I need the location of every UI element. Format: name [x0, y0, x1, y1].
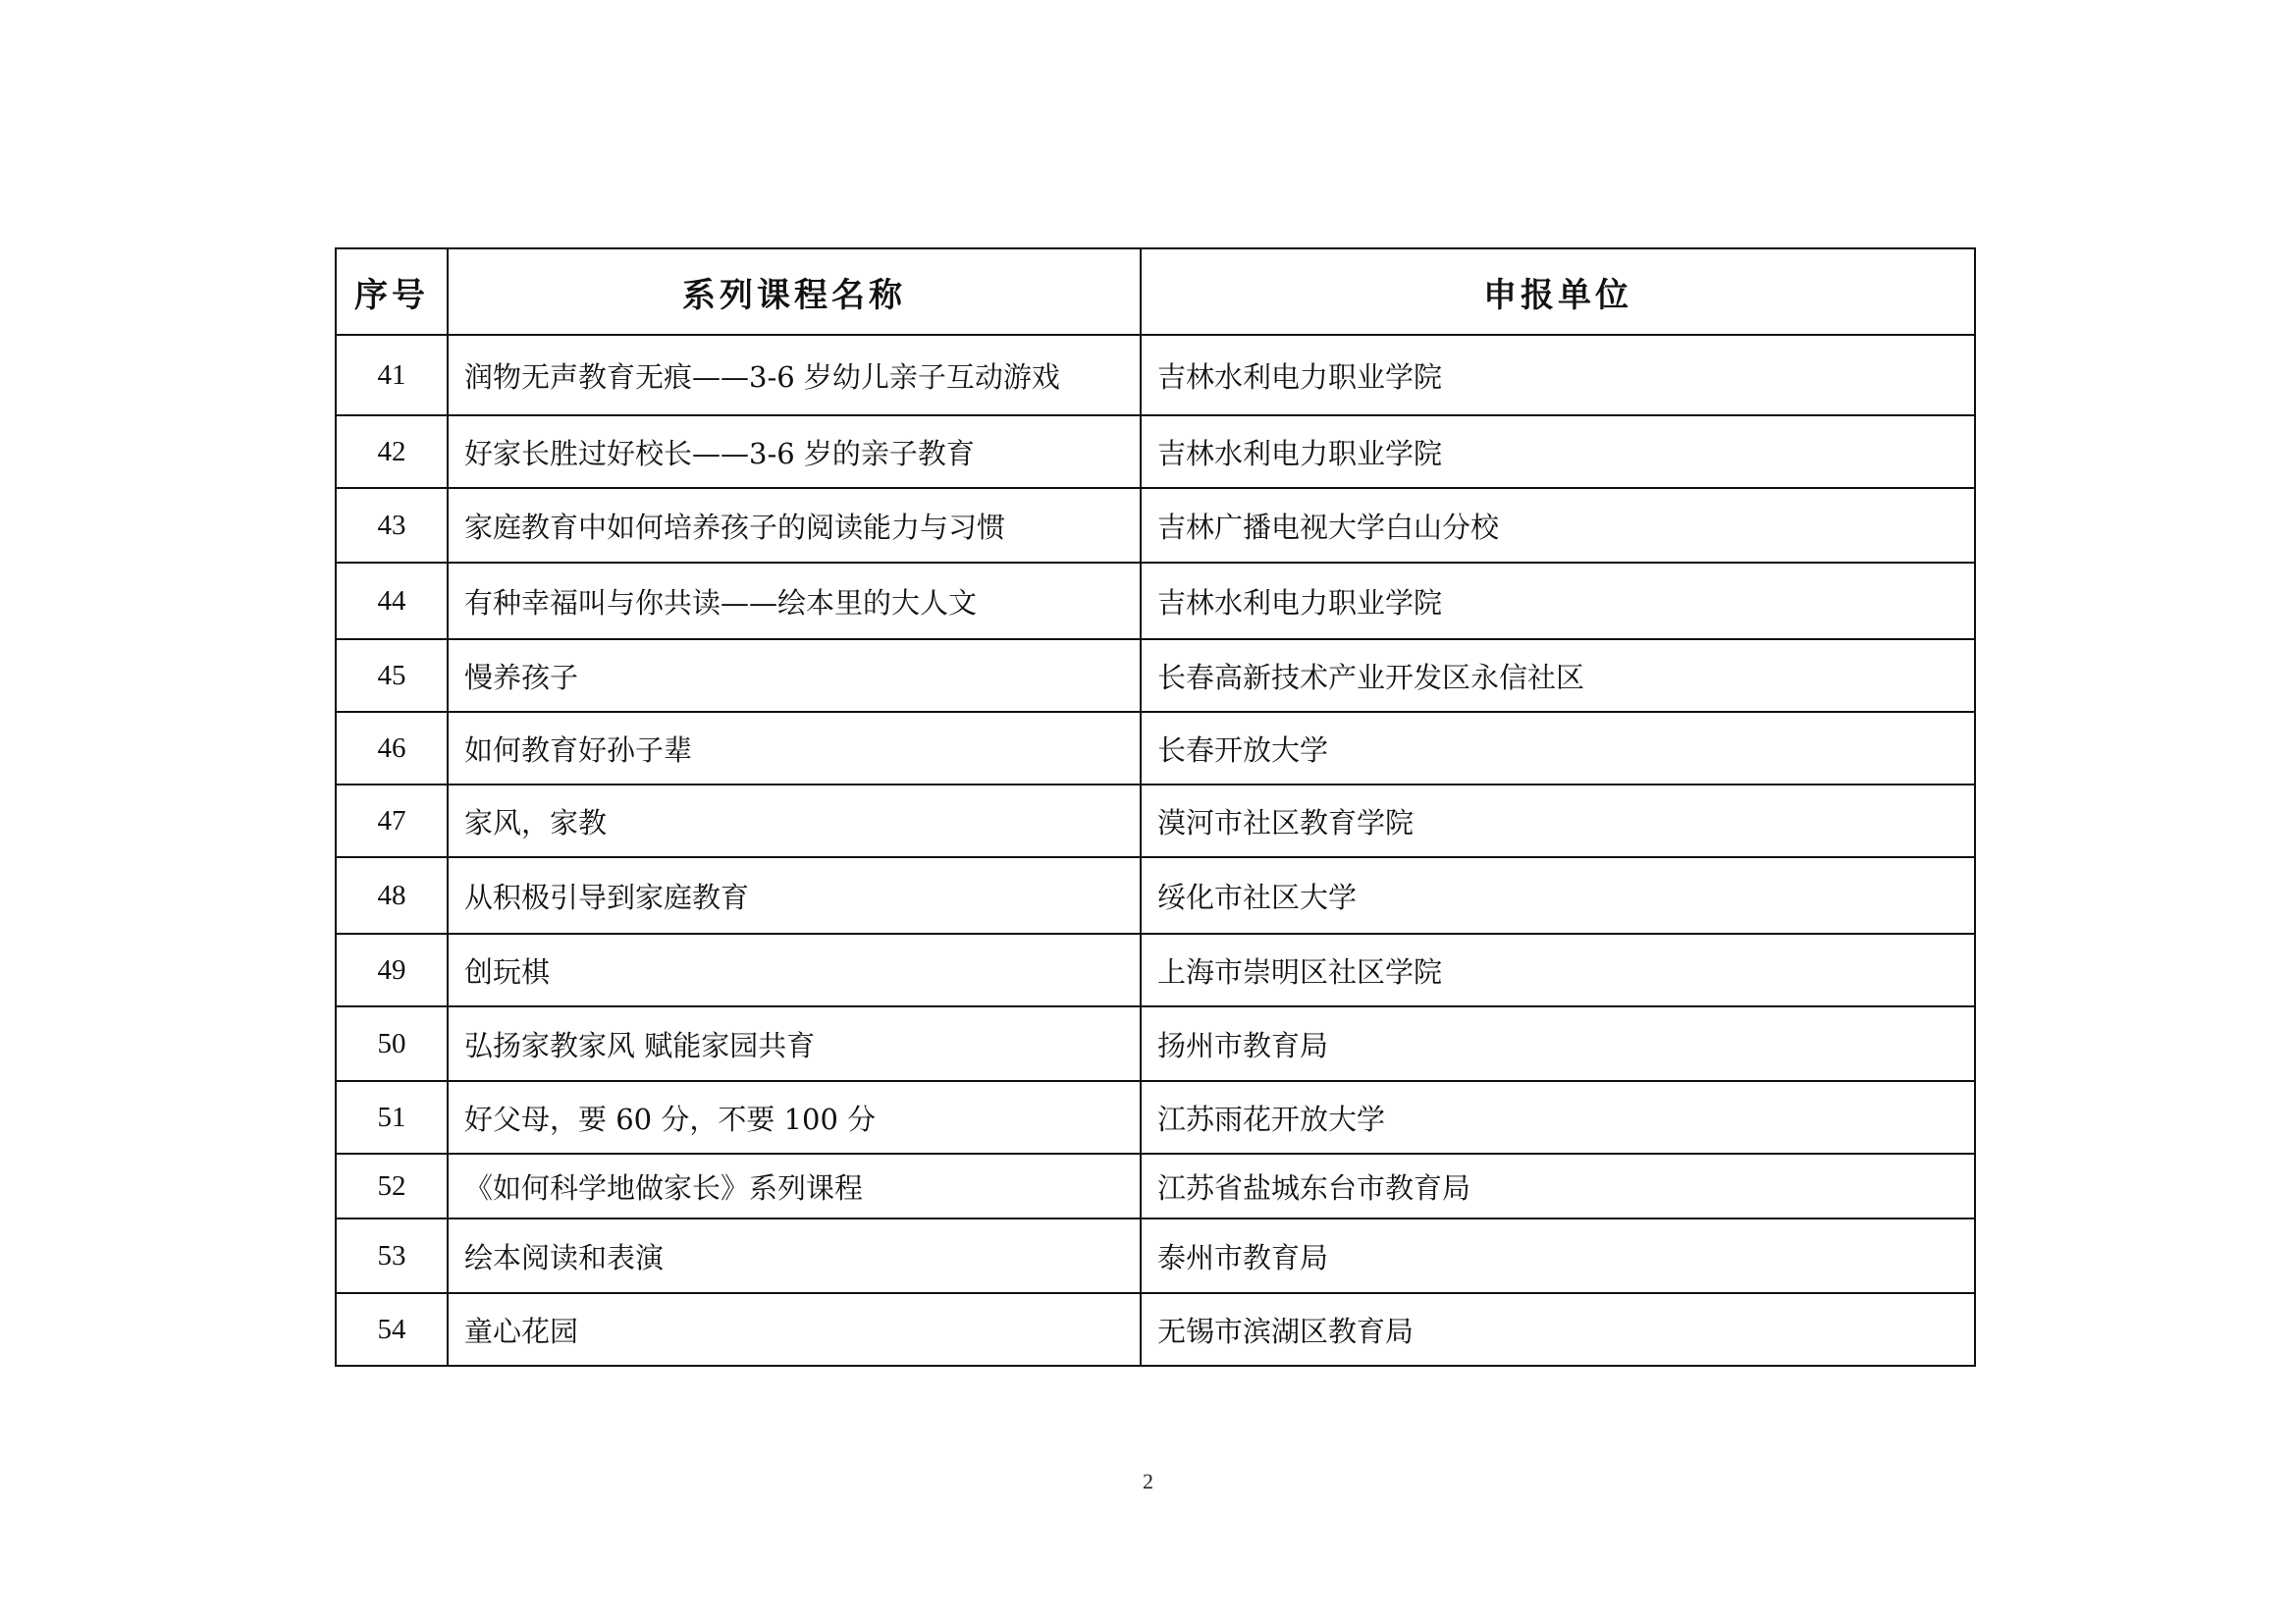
row-number: 51	[336, 1081, 448, 1154]
table-row	[336, 712, 1975, 785]
course-name: 家风，家教	[448, 785, 1141, 857]
course-table	[335, 247, 1976, 1367]
row-number: 41	[336, 335, 448, 415]
applicant-unit: 吉林水利电力职业学院	[1141, 335, 1975, 415]
table-row	[336, 785, 1975, 857]
row-number: 49	[336, 934, 448, 1006]
course-name: 好家长胜过好校长——3-6 岁的亲子教育	[448, 415, 1141, 488]
table-row	[336, 563, 1975, 639]
table-header-row	[336, 248, 1975, 335]
table-row	[336, 335, 1975, 415]
applicant-unit: 吉林广播电视大学白山分校	[1141, 488, 1975, 563]
table-row	[336, 857, 1975, 934]
course-name: 润物无声教育无痕——3-6 岁幼儿亲子互动游戏	[448, 335, 1141, 415]
row-number: 42	[336, 415, 448, 488]
row-number: 43	[336, 488, 448, 563]
applicant-unit: 漠河市社区教育学院	[1141, 785, 1975, 857]
table-row	[336, 1081, 1975, 1154]
table-row	[336, 1006, 1975, 1081]
header-course-name: 系列课程名称	[448, 248, 1141, 335]
table-row	[336, 1218, 1975, 1293]
row-number: 53	[336, 1218, 448, 1293]
course-name: 家庭教育中如何培养孩子的阅读能力与习惯	[448, 488, 1141, 563]
applicant-unit: 吉林水利电力职业学院	[1141, 563, 1975, 639]
table-row	[336, 639, 1975, 712]
course-name: 好父母，要 60 分，不要 100 分	[448, 1081, 1141, 1154]
applicant-unit: 扬州市教育局	[1141, 1006, 1975, 1081]
table-row	[336, 415, 1975, 488]
course-name: 绘本阅读和表演	[448, 1218, 1141, 1293]
page-number: 2	[1143, 1469, 1153, 1493]
row-number: 48	[336, 857, 448, 934]
course-name: 慢养孩子	[448, 639, 1141, 712]
table-row	[336, 1154, 1975, 1218]
row-number: 54	[336, 1293, 448, 1366]
applicant-unit: 绥化市社区大学	[1141, 857, 1975, 934]
row-number: 44	[336, 563, 448, 639]
course-name: 如何教育好孙子辈	[448, 712, 1141, 785]
course-name: 创玩棋	[448, 934, 1141, 1006]
course-name: 有种幸福叫与你共读——绘本里的大人文	[448, 563, 1141, 639]
table-row	[336, 488, 1975, 563]
course-name: 弘扬家教家风 赋能家园共育	[448, 1006, 1141, 1081]
applicant-unit: 长春开放大学	[1141, 712, 1975, 785]
row-number: 52	[336, 1154, 448, 1218]
header-number: 序号	[336, 248, 448, 335]
row-number: 50	[336, 1006, 448, 1081]
applicant-unit: 吉林水利电力职业学院	[1141, 415, 1975, 488]
applicant-unit: 泰州市教育局	[1141, 1218, 1975, 1293]
course-name: 《如何科学地做家长》系列课程	[448, 1154, 1141, 1218]
table-row	[336, 934, 1975, 1006]
course-name: 从积极引导到家庭教育	[448, 857, 1141, 934]
applicant-unit: 上海市崇明区社区学院	[1141, 934, 1975, 1006]
applicant-unit: 江苏雨花开放大学	[1141, 1081, 1975, 1154]
course-name: 童心花园	[448, 1293, 1141, 1366]
header-applicant-unit: 申报单位	[1141, 248, 1975, 335]
table-row	[336, 1293, 1975, 1366]
applicant-unit: 长春高新技术产业开发区永信社区	[1141, 639, 1975, 712]
row-number: 47	[336, 785, 448, 857]
row-number: 45	[336, 639, 448, 712]
applicant-unit: 江苏省盐城东台市教育局	[1141, 1154, 1975, 1218]
applicant-unit: 无锡市滨湖区教育局	[1141, 1293, 1975, 1366]
row-number: 46	[336, 712, 448, 785]
